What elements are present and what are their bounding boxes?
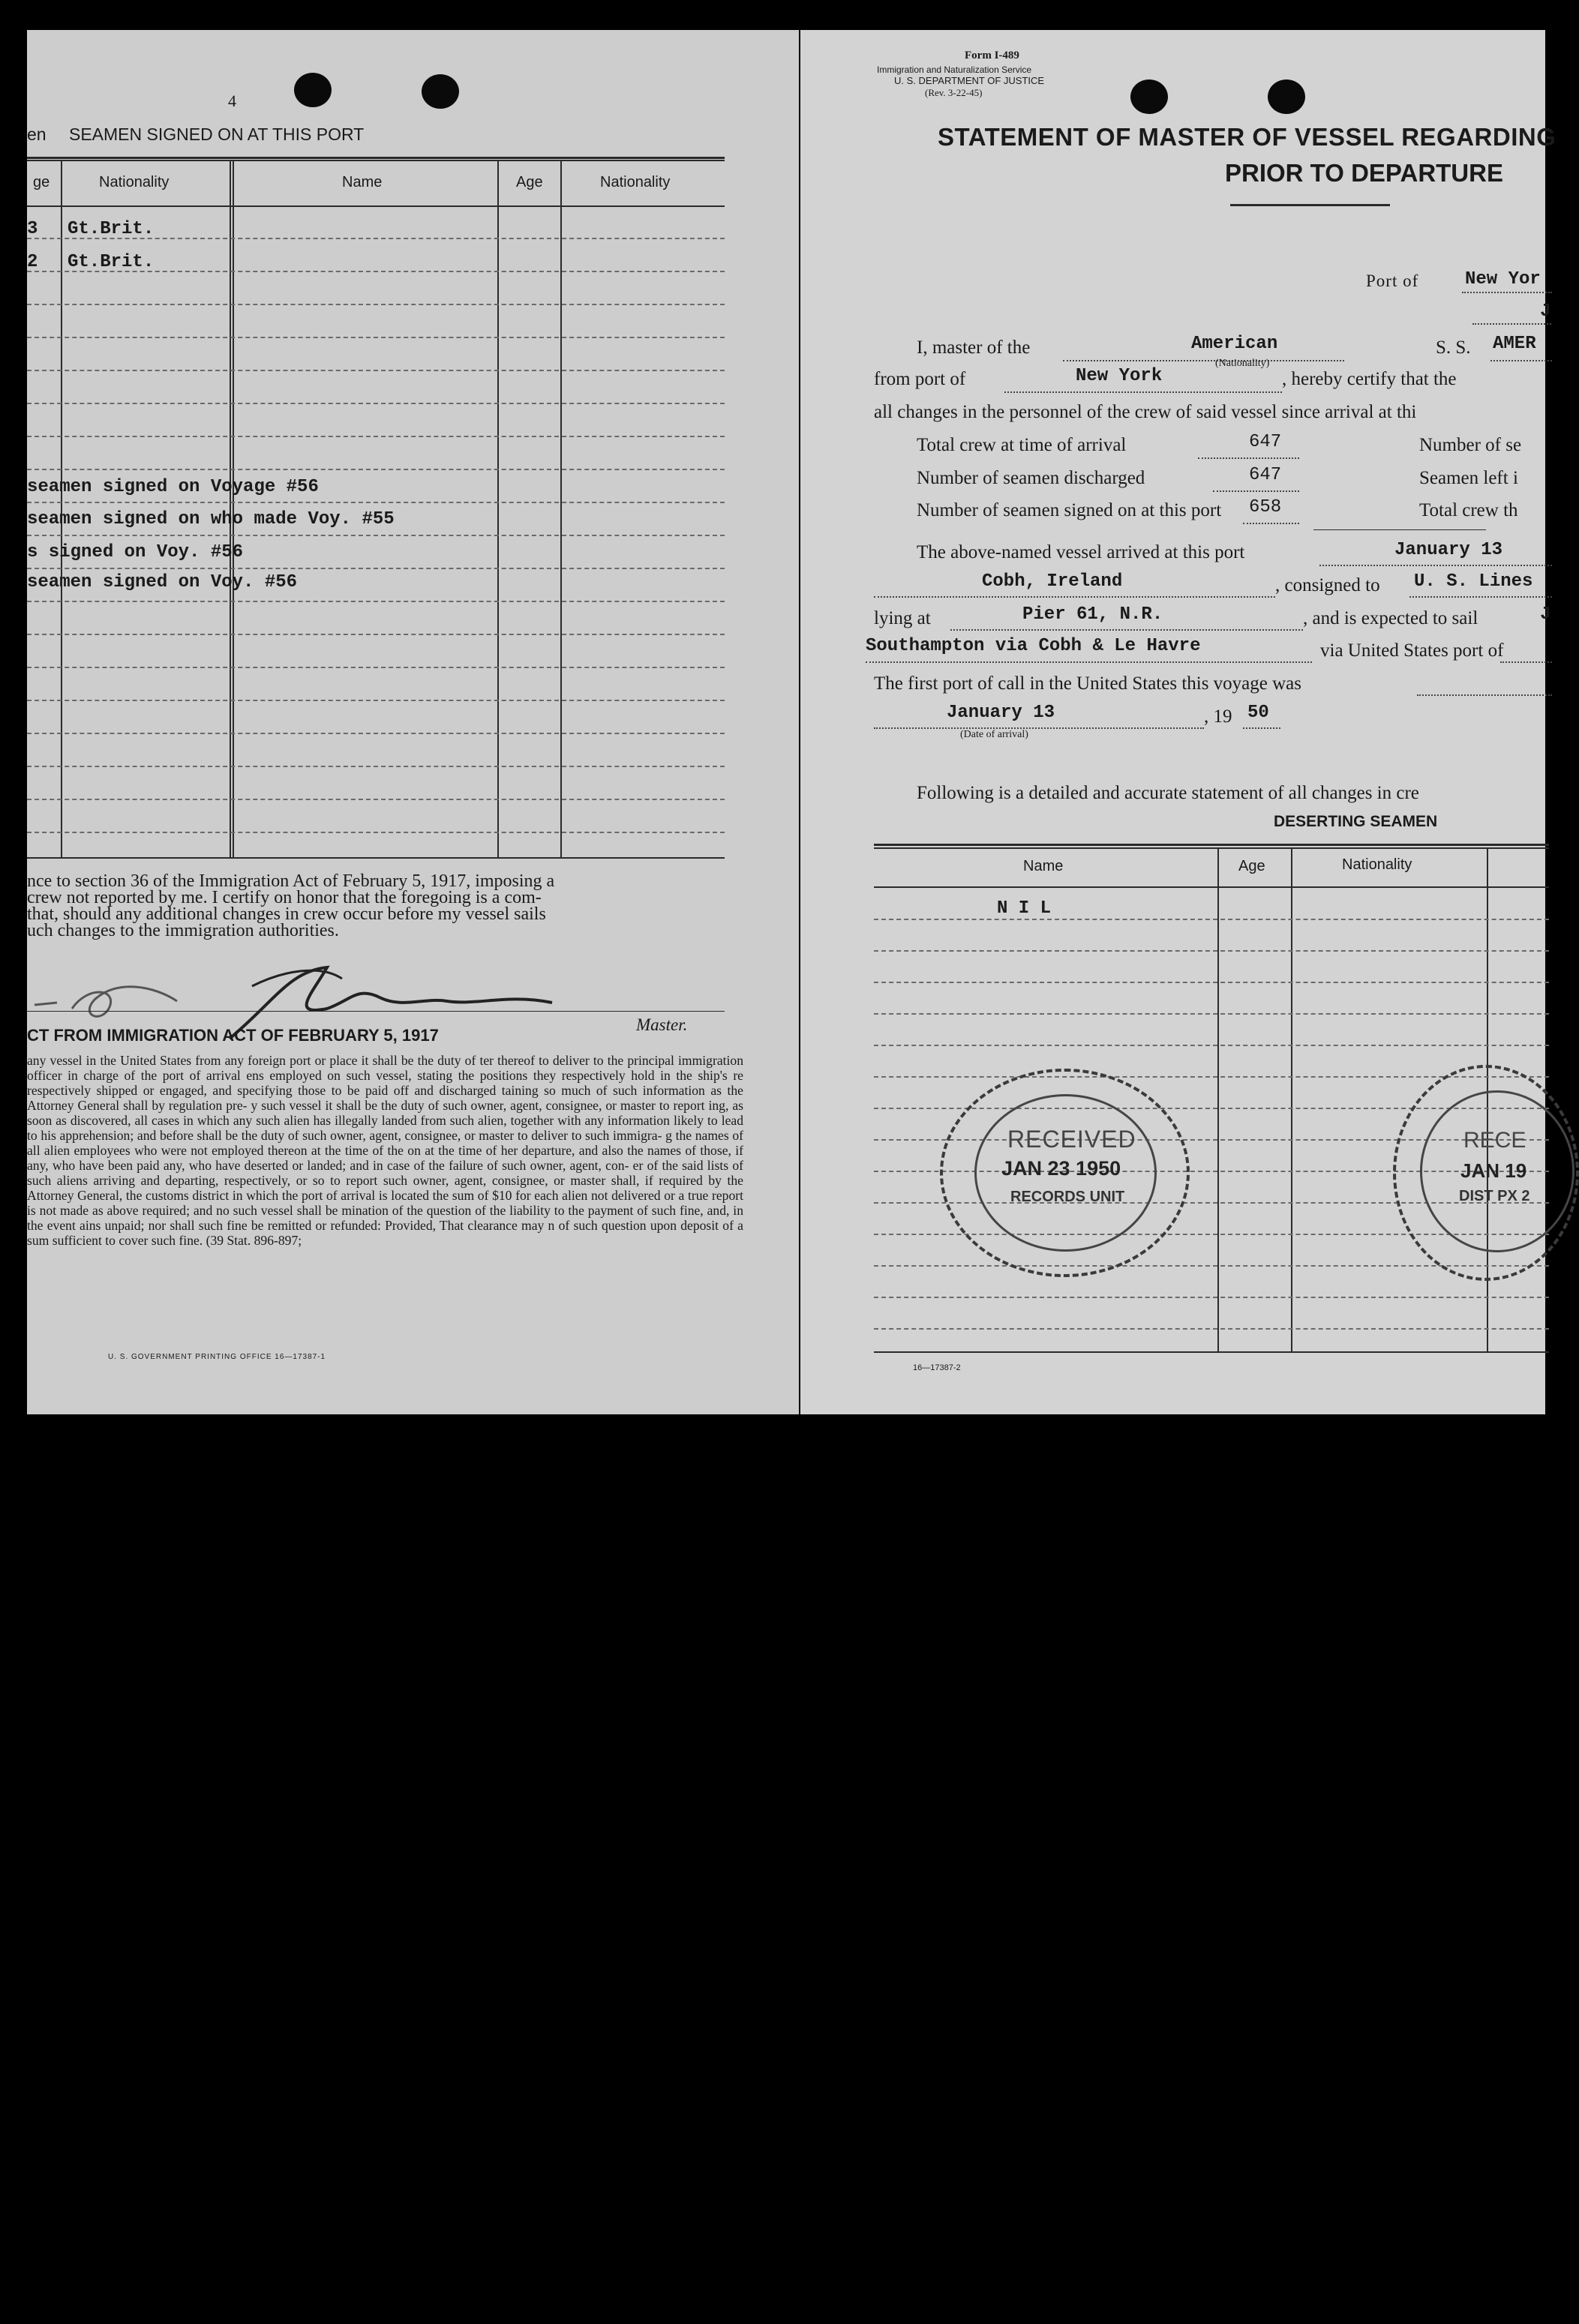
signed-on-label: Number of seamen signed on at this port [917, 500, 1222, 520]
changes-line: all changes in the personnel of the crew of said vessel since arrival at thi [874, 402, 1417, 422]
arrived-value: January 13 [1394, 540, 1503, 560]
column-header-nationality: Nationality [99, 174, 170, 190]
pier-value: Pier 61, N.R. [1022, 604, 1163, 625]
arrived-label: The above-named vessel arrived at this port [917, 542, 1245, 562]
certification-line: nce to section 36 of the Immigration Act of February 5, 1917, imposing a [27, 871, 555, 891]
punch-hole [1268, 79, 1305, 114]
master-of-label: I, master of the [917, 337, 1031, 358]
total-crew-value: 647 [1249, 432, 1282, 452]
page-title: STATEMENT OF MASTER OF VESSEL REGARDING [938, 123, 1556, 151]
destination-value: Southampton via Cobh & Le Havre [866, 636, 1201, 656]
date-caption: (Date of arrival) [960, 729, 1028, 740]
extract-title: CT FROM IMMIGRATION ACT OF FEBRUARY 5, 1917 [27, 1026, 439, 1045]
sail-fragment: J [1540, 604, 1551, 625]
printer-line: 16—17387-2 [913, 1363, 961, 1372]
signed-on-value: 658 [1249, 497, 1282, 517]
punch-hole [422, 74, 459, 109]
ss-label: S. S. [1436, 337, 1471, 358]
column-divider [1217, 847, 1219, 1351]
extract-text: any vessel in the United States from any foreign port or place it shall be the duty of ter thereof to deliver to the principal immigration officer in charge of the port of arrival ens employed on such vessel, stating the positions they respectively hold in the ship's re respectively shipped or engaged, and specifying those to be paid off and discharged taining so much of such information as the Attorney General shall by regulation pre- y such vessel it shall be the duty of such owner, agent, consignee, or master to report ing, as soon as discovered, all cases in which any such alien has illegally landed from such alien, together with any information likely to lead to his apprehension; and before shall be the duty of such owner, agent, consignee, or master to deliver to such immigra- g the names of all alien employees who were not employed thereon at the time of the on at the time of her departure, and also the names of those, if any, who have been paid any, who have deserted or landed; and in case of the failure of such owner, agent, con- er of the said lists of such aliens arriving and departing, respectively, or so to report such owner, agent, consignee, or master shall, if required by the Attorney General, the customs district in which the port of arrival is located the sum of $10 for each alien not delivered or a true report is not made as above required; and no such vessel shall be mination of the question of the liability to the payment of such fine, and, in the event ains unpaid; nor shall such fine be remitted or refunded: Provided, That clearance may n of such question upon deposit of a sum sufficient to cover such fine. (39 Stat. 896-897; [27, 1053, 743, 1248]
table-row-nationality: Gt.Brit. [68, 252, 155, 272]
table-row-age: 3 [27, 219, 38, 239]
punch-hole [1130, 79, 1168, 114]
column-divider [497, 160, 499, 857]
column-header-age: Age [1238, 858, 1265, 874]
header-fragment: en [27, 124, 47, 144]
arrival-date-value: January 13 [947, 703, 1055, 723]
section-title: DESERTING SEAMEN [1274, 813, 1438, 830]
form-number: Form I-489 [965, 49, 1019, 61]
table-note: s signed on Voy. #56 [27, 542, 244, 562]
left-page [27, 30, 799, 1414]
table-top-rule [874, 844, 1549, 846]
table-bottom-rule [874, 1351, 1549, 1353]
consigned-label: , consigned to [1275, 575, 1380, 595]
section-title: SEAMEN SIGNED ON AT THIS PORT [69, 124, 365, 144]
sail-label: , and is expected to sail [1303, 608, 1478, 628]
table-note: seamen signed on Voyage #56 [27, 477, 319, 497]
received-stamp: RECEIVED JAN 23 1950 RECORDS UNIT [940, 1069, 1190, 1277]
total-crew-label: Total crew at time of arrival [917, 435, 1127, 455]
consignee-value: U. S. Lines [1414, 571, 1533, 592]
port-value: New Yor [1465, 269, 1541, 289]
received-stamp: RECE JAN 19 DIST PX 2 [1393, 1065, 1579, 1281]
discharged-label: Number of seamen discharged [917, 468, 1145, 488]
table-top-rule [27, 157, 725, 159]
signature-line [27, 1011, 725, 1012]
printer-line: U. S. GOVERNMENT PRINTING OFFICE 16—17387-1 [108, 1353, 326, 1361]
table-top-rule [874, 847, 1549, 849]
table-row-nationality: Gt.Brit. [68, 219, 155, 239]
table-note: seamen signed on Voy. #56 [27, 572, 298, 592]
table-top-rule [27, 160, 725, 161]
certify-text: , hereby certify that the [1282, 369, 1457, 389]
table-header-rule [874, 886, 1549, 888]
table-row-name: N I L [997, 898, 1052, 919]
lying-at-label: lying at [874, 608, 931, 628]
right-page [800, 30, 1556, 1414]
column-header-age: ge [33, 174, 50, 190]
nationality-caption: (Nationality) [1215, 358, 1270, 369]
column-header-name: Name [1023, 858, 1064, 874]
column-divider [1291, 847, 1292, 1351]
table-note: seamen signed on who made Voy. #55 [27, 509, 395, 529]
column-divider [233, 160, 234, 857]
from-port-label: from port of [874, 369, 966, 389]
title-rule [1230, 204, 1390, 206]
table-row-age: 2 [27, 252, 38, 272]
total-crew-then-label: Total crew th [1419, 500, 1518, 520]
discharged-value: 647 [1249, 465, 1282, 485]
revision-note: (Rev. 3-22-45) [925, 87, 983, 98]
agency-line: U. S. DEPARTMENT OF JUSTICE [894, 75, 1045, 86]
certification-line: that, should any additional changes in crew occur before my vessel sails [27, 904, 546, 924]
punch-hole [294, 73, 332, 107]
column-header-nationality: Nationality [1342, 856, 1412, 873]
seamen-left-label: Seamen left i [1419, 468, 1518, 488]
column-divider [230, 160, 231, 857]
certification-line: uch changes to the immigration authorities. [27, 921, 339, 940]
following-text: Following is a detailed and accurate statement of all changes in cre [917, 783, 1419, 803]
port-label: Port of [1366, 271, 1419, 290]
year-value: 50 [1247, 703, 1269, 723]
nationality-value: American [1191, 334, 1278, 354]
column-divider [61, 160, 62, 857]
column-header-name: Name [342, 174, 383, 190]
certification-line: crew not reported by me. I certify on honor that the foregoing is a com- [27, 888, 542, 907]
origin-value: Cobh, Ireland [982, 571, 1123, 592]
table-bottom-rule [27, 857, 725, 859]
number-of-label: Number of se [1419, 435, 1522, 455]
column-header-age: Age [516, 174, 543, 190]
table-header-rule [27, 205, 725, 207]
master-label: Master. [636, 1015, 688, 1034]
page-title: PRIOR TO DEPARTURE [1225, 159, 1503, 187]
year-prefix: , 19 [1204, 706, 1232, 727]
column-divider [560, 160, 562, 857]
column-header-nationality: Nationality [600, 174, 671, 190]
ss-value: AMER [1493, 334, 1536, 354]
agency-line: Immigration and Naturalization Service [877, 64, 1032, 75]
via-label: via United States port of [1320, 640, 1504, 661]
from-port-value: New York [1076, 366, 1163, 386]
date-fragment: J [1540, 301, 1551, 322]
first-port-label: The first port of call in the United States this voyage was [874, 673, 1302, 694]
page-number: 4 [228, 91, 236, 110]
